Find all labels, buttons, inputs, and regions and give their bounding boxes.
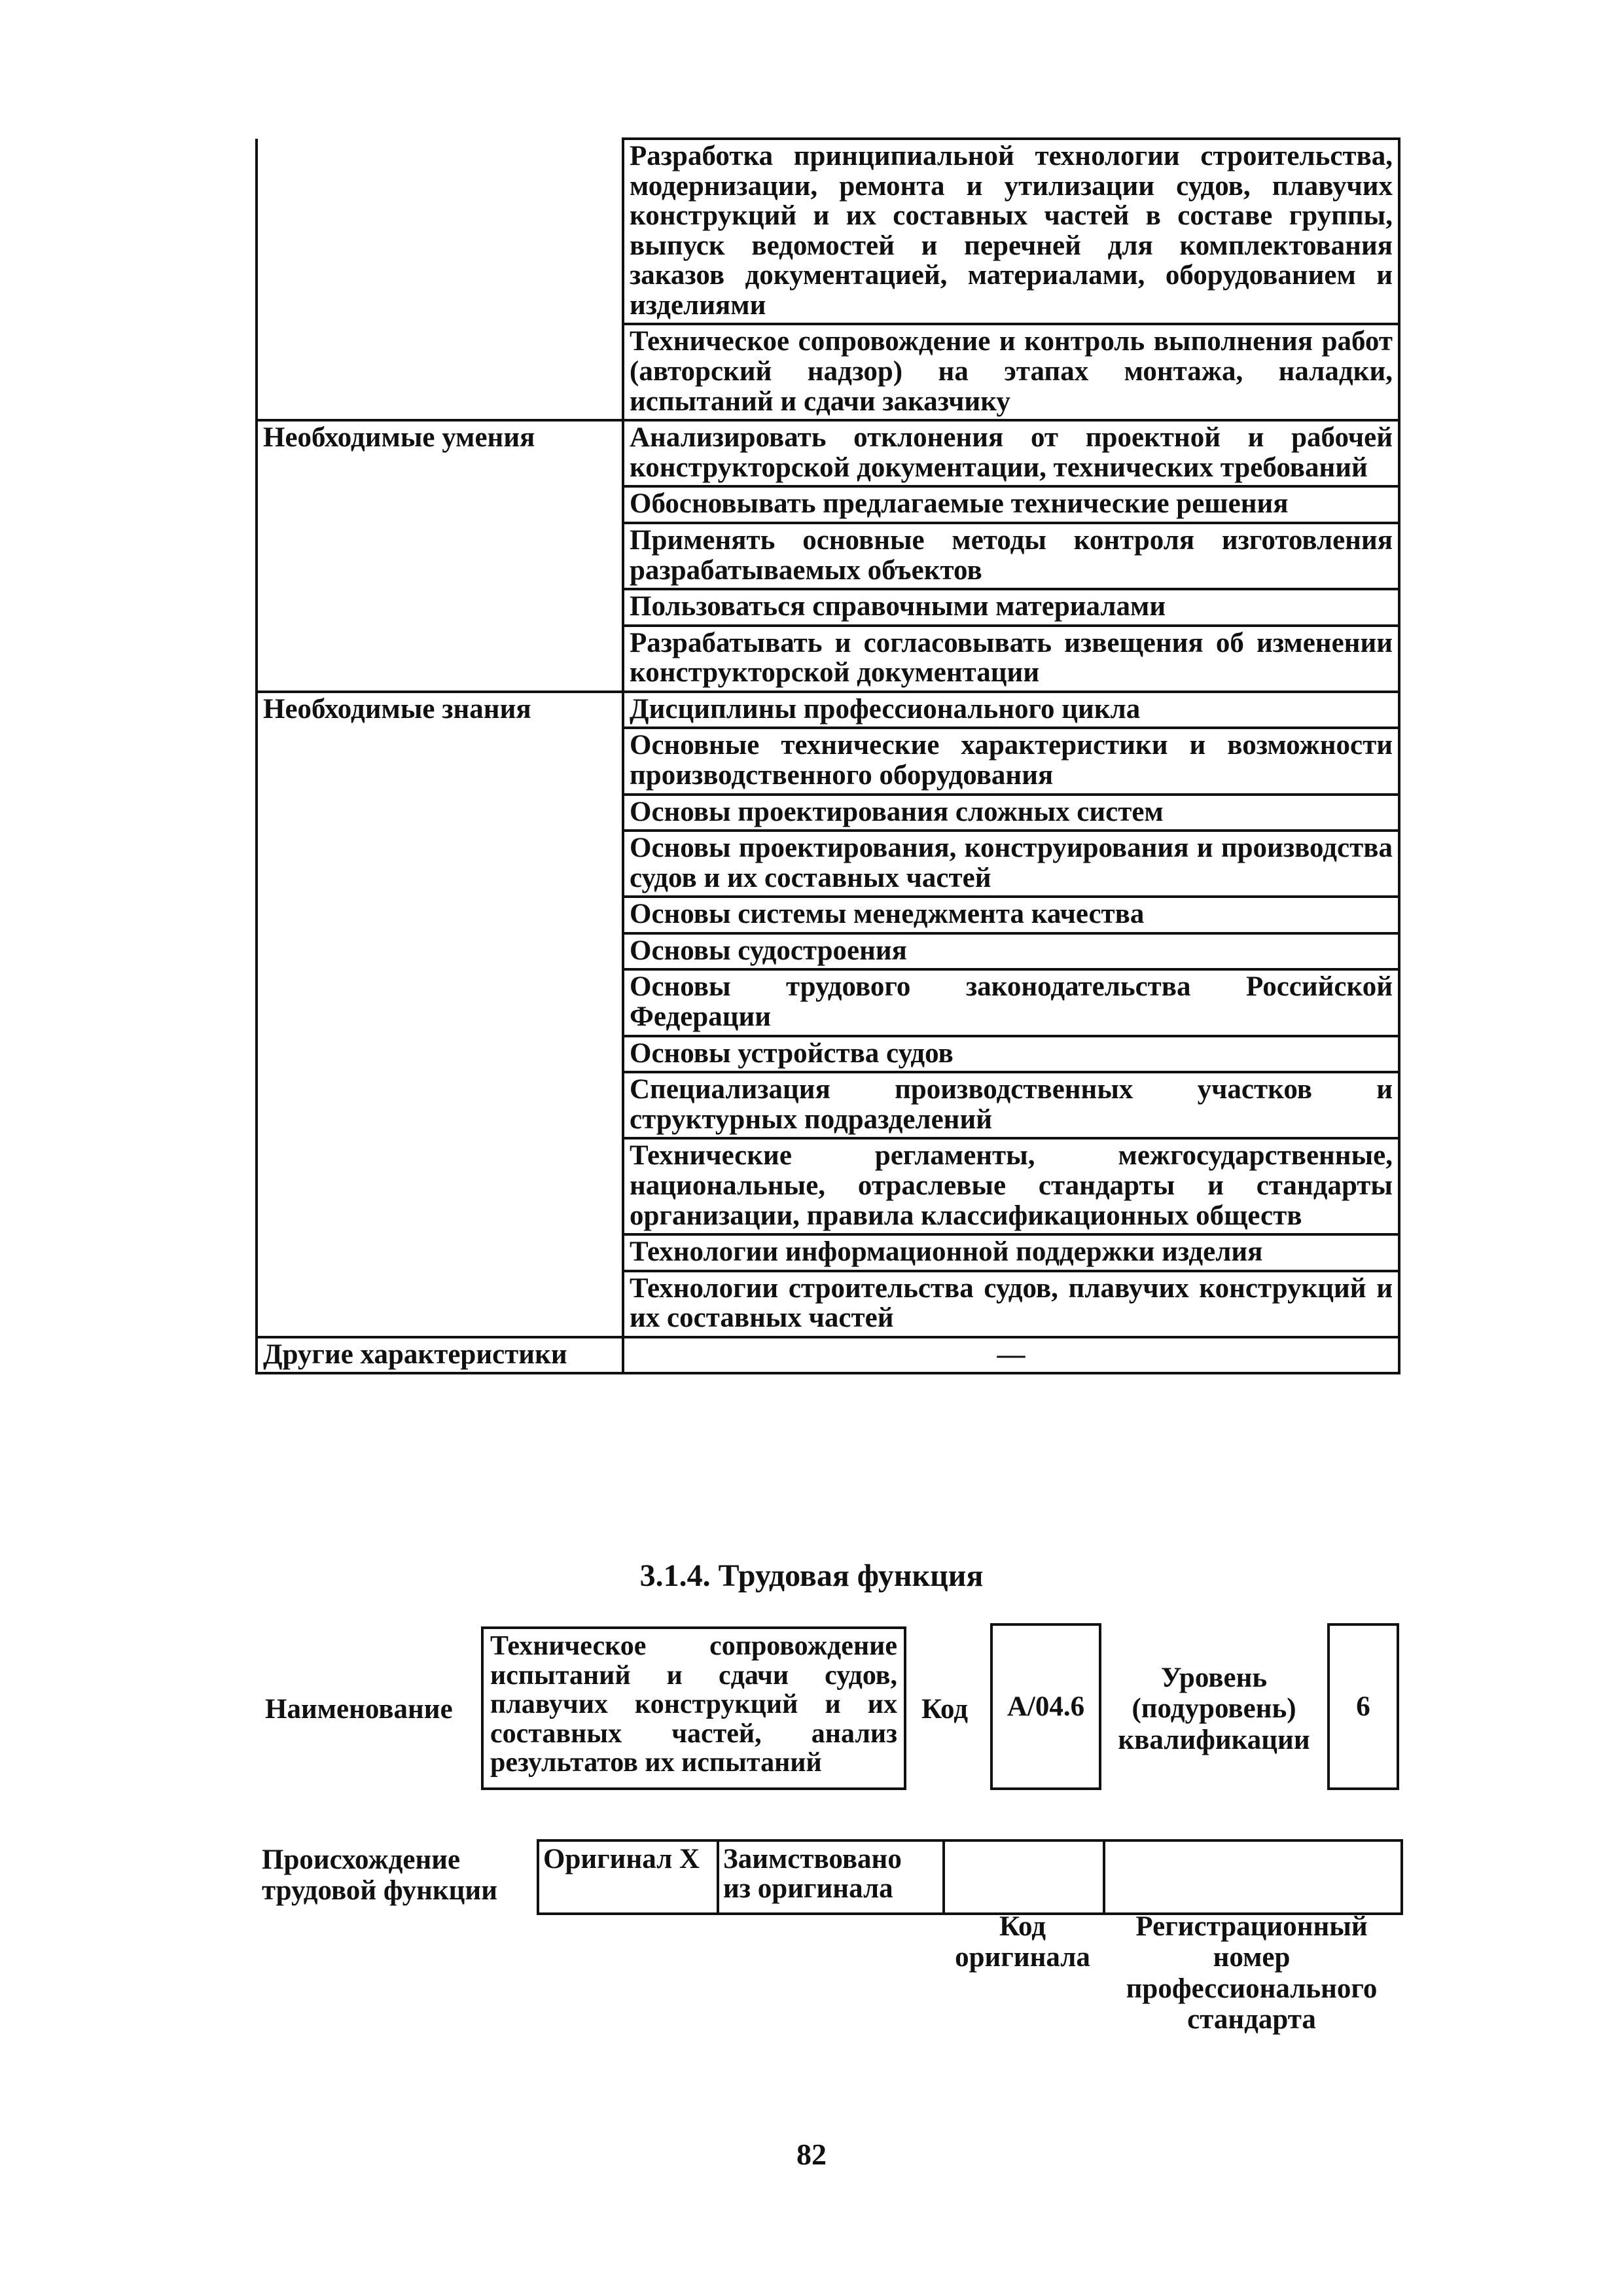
original-cell bbox=[538, 1840, 718, 1914]
row-label bbox=[257, 897, 623, 933]
row-label-other: Другие характеристики bbox=[257, 1337, 623, 1374]
level-label-line-2: (подуровень) bbox=[1132, 1693, 1296, 1725]
row-label bbox=[257, 1271, 623, 1337]
registration-caption-line-1: Регистрационный bbox=[1135, 1911, 1368, 1942]
row-label bbox=[257, 933, 623, 970]
registration-caption-line-2: номер bbox=[1213, 1942, 1291, 1973]
row-text: Пользоваться справочными материалами bbox=[623, 589, 1399, 626]
table-row bbox=[257, 728, 1399, 794]
registration-caption-line-3: профессионального bbox=[1126, 1973, 1378, 2004]
table-row bbox=[257, 831, 1399, 897]
table-row bbox=[257, 933, 1399, 970]
page-number: 82 bbox=[796, 2138, 827, 2171]
row-label-knowledge: Необходимые знания bbox=[257, 692, 623, 728]
table-row bbox=[257, 1036, 1399, 1073]
table-row bbox=[257, 897, 1399, 933]
table-row bbox=[257, 1138, 1399, 1234]
code-caption-line-1: Код bbox=[999, 1911, 1046, 1942]
row-label bbox=[257, 626, 623, 692]
table-row bbox=[257, 795, 1399, 831]
row-text: Основы трудового законодательства Российской Федерации bbox=[623, 969, 1399, 1035]
table-row bbox=[257, 139, 1399, 324]
row-text: Специализация производственных участков и структурных подразделений bbox=[623, 1072, 1399, 1138]
row-label bbox=[257, 324, 623, 420]
row-text: Дисциплины профессионального цикла bbox=[623, 692, 1399, 728]
row-text: Технологии информационной поддержки изделия bbox=[623, 1234, 1399, 1271]
level-label-line-3: квалификации bbox=[1118, 1724, 1310, 1755]
row-label bbox=[257, 1036, 623, 1073]
level-label bbox=[1106, 1662, 1322, 1755]
requirements-table bbox=[255, 137, 1400, 1374]
table-row bbox=[257, 486, 1399, 523]
original-mark: X bbox=[679, 1844, 700, 1874]
table-row bbox=[257, 523, 1399, 589]
registration-caption-line-4: стандарта bbox=[1187, 2003, 1316, 2035]
row-text-dash: — bbox=[623, 1337, 1399, 1374]
code-caption-line-2: оригинала bbox=[955, 1942, 1090, 1973]
row-text: Разработка принципиальной технологии строительства, модернизации, ремонта и утилизации судов, плавучих конструкций и их составных частей в составе группы, выпуск ведомостей и перечней для комплектования заказов документацией, материалами, оборудованием и изделиями bbox=[623, 139, 1399, 324]
borrowed-label-line-2: из оригинала bbox=[723, 1873, 893, 1905]
table-row bbox=[257, 1271, 1399, 1337]
code-value-box: А/04.6 bbox=[990, 1623, 1101, 1790]
borrowed-label-line-1: Заимствовано bbox=[723, 1844, 902, 1874]
registration-number-cell bbox=[1104, 1840, 1402, 1914]
row-label bbox=[257, 523, 623, 589]
registration-caption bbox=[1103, 1911, 1400, 2035]
code-caption bbox=[942, 1911, 1103, 1973]
table-row bbox=[257, 626, 1399, 692]
row-text: Технические регламенты, межгосударственные, национальные, отраслевые стандарты и стандарты организации, правила классификационных обществ bbox=[623, 1138, 1399, 1234]
original-label: Оригинал bbox=[543, 1844, 673, 1874]
origin-label bbox=[262, 1844, 497, 1907]
row-text: Основы проектирования сложных систем bbox=[623, 795, 1399, 831]
table-row bbox=[257, 420, 1399, 486]
level-value-box: 6 bbox=[1327, 1623, 1399, 1790]
origin-row bbox=[538, 1840, 1402, 1914]
row-text: Основы системы менеджмента качества bbox=[623, 897, 1399, 933]
row-label bbox=[257, 1138, 623, 1234]
row-text: Анализировать отклонения от проектной и рабочей конструкторской документации, технических требований bbox=[623, 420, 1399, 486]
row-label bbox=[257, 728, 623, 794]
row-text: Технологии строительства судов, плавучих конструкций и их составных частей bbox=[623, 1271, 1399, 1337]
name-label: Наименование bbox=[265, 1694, 453, 1725]
row-label bbox=[257, 486, 623, 523]
table-row bbox=[257, 1337, 1399, 1374]
original-code-cell bbox=[944, 1840, 1104, 1914]
row-label bbox=[257, 831, 623, 897]
section-title: 3.1.4. Трудовая функция bbox=[639, 1558, 984, 1593]
table-row bbox=[257, 324, 1399, 420]
table-row bbox=[257, 589, 1399, 626]
row-text: Применять основные методы контроля изготовления разрабатываемых объектов bbox=[623, 523, 1399, 589]
row-text: Разрабатывать и согласовывать извещения об изменении конструкторской документации bbox=[623, 626, 1399, 692]
row-label bbox=[257, 969, 623, 1035]
table-row bbox=[257, 692, 1399, 728]
row-label bbox=[257, 795, 623, 831]
row-label bbox=[257, 139, 623, 324]
row-label-skills: Необходимые умения bbox=[257, 420, 623, 486]
borrowed-cell bbox=[718, 1840, 944, 1914]
table-row bbox=[257, 1072, 1399, 1138]
table-row bbox=[257, 969, 1399, 1035]
name-value-box: Техническое сопровождение испытаний и сдачи судов, плавучих конструкций и их составных частей, анализ результатов их испытаний bbox=[481, 1626, 906, 1790]
code-label: Код bbox=[921, 1694, 969, 1725]
table-row bbox=[257, 1234, 1399, 1271]
row-label bbox=[257, 589, 623, 626]
origin-label-line-1: Происхождение bbox=[262, 1844, 461, 1875]
origin-table bbox=[537, 1839, 1403, 1915]
origin-label-line-2: трудовой функции bbox=[262, 1875, 497, 1907]
row-label bbox=[257, 1072, 623, 1138]
row-text: Основы судостроения bbox=[623, 933, 1399, 970]
row-text: Техническое сопровождение и контроль выполнения работ (авторский надзор) на этапах монтажа, наладки, испытаний и сдачи заказчику bbox=[623, 324, 1399, 420]
level-label-line-1: Уровень bbox=[1160, 1662, 1268, 1693]
row-text: Основы устройства судов bbox=[623, 1036, 1399, 1073]
row-text: Обосновывать предлагаемые технические решения bbox=[623, 486, 1399, 523]
row-text: Основные технические характеристики и возможности производственного оборудования bbox=[623, 728, 1399, 794]
row-text: Основы проектирования, конструирования и производства судов и их составных частей bbox=[623, 831, 1399, 897]
row-label bbox=[257, 1234, 623, 1271]
